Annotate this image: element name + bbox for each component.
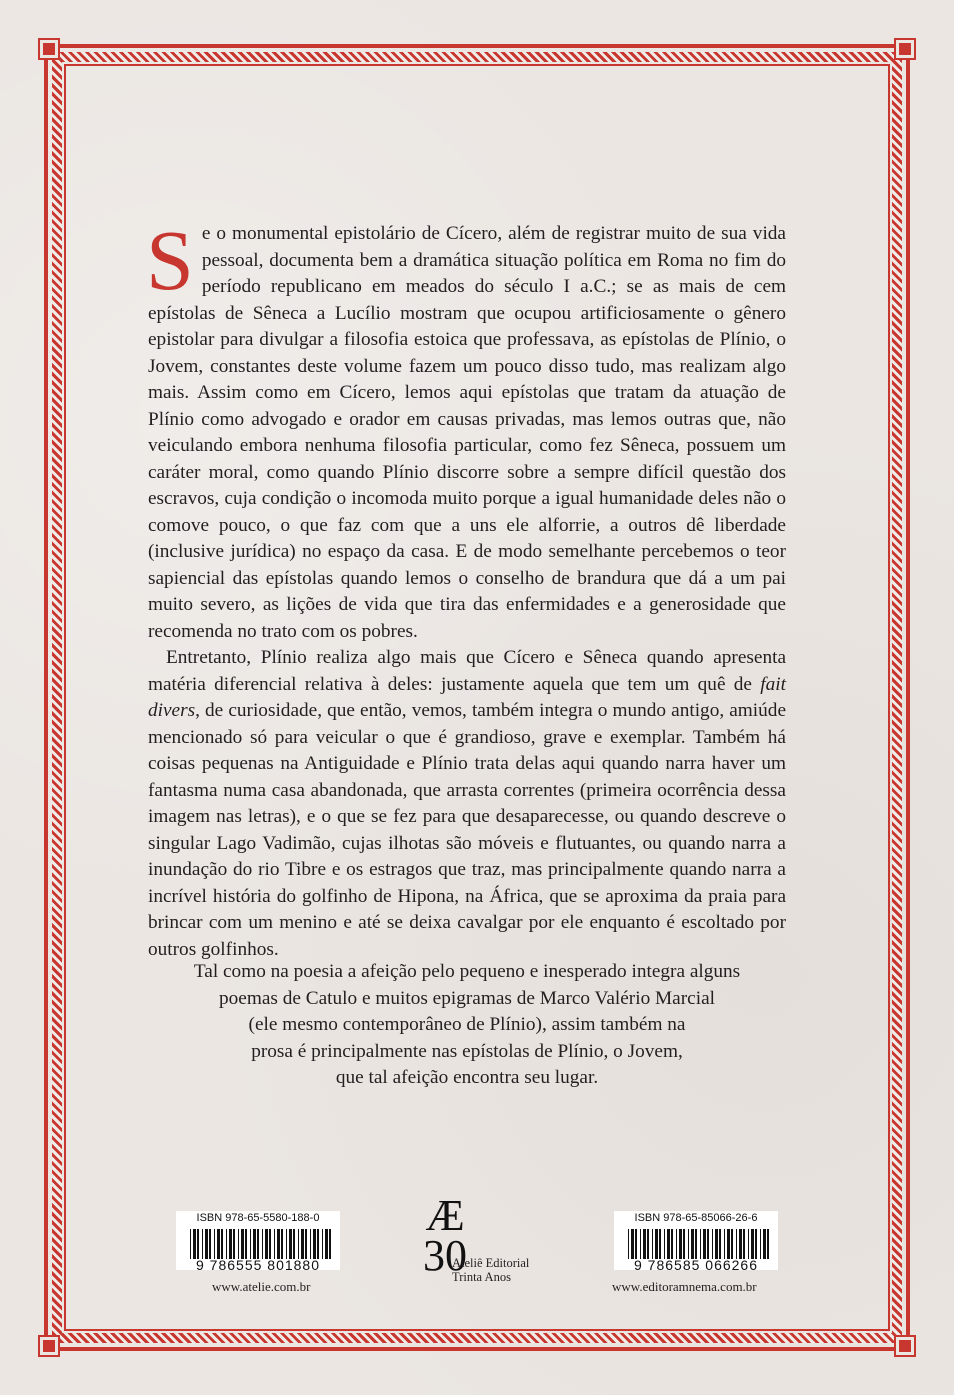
barcode-bar <box>679 1229 682 1259</box>
barcode-bar <box>205 1229 208 1259</box>
paragraph-1 <box>146 212 786 645</box>
barcode-bar <box>707 1229 709 1259</box>
closing-line: prosa é principalmente nas epístolas de Plínio, o Jovem, <box>251 1040 683 1062</box>
logo-text <box>452 1256 529 1284</box>
barcode-bar <box>715 1229 718 1259</box>
isbn-right: ISBN 978-65-85066-26-6 <box>634 1212 758 1224</box>
frame-corner-ornament <box>40 1337 58 1355</box>
barcode-bar <box>253 1229 256 1259</box>
barcode-bar <box>197 1229 199 1259</box>
barcode-bar <box>659 1229 661 1259</box>
barcode-bar <box>700 1229 701 1259</box>
barcode-bar <box>731 1229 733 1259</box>
isbn-left: ISBN 978-65-5580-188-0 <box>196 1212 320 1224</box>
barcode-bar <box>241 1229 244 1259</box>
paragraph-2-italic: fait divers <box>148 673 786 721</box>
barcode-bar <box>190 1229 191 1259</box>
barcode-bar <box>277 1229 280 1259</box>
barcode-bar <box>712 1229 713 1259</box>
barcode-bar <box>329 1229 331 1259</box>
barcode-bar <box>226 1229 227 1259</box>
frame-corner-ornament <box>40 40 58 58</box>
barcode-bar <box>739 1229 742 1259</box>
ean-left: 9 786555 801880 <box>196 1257 320 1273</box>
barcode-bar <box>214 1229 215 1259</box>
barcode-bar <box>760 1229 761 1259</box>
paragraph-1-text: e o monumental epistolário de Cícero, além de registrar muito de sua vida pessoal, documenta bem a dramática situação política em Roma no fim do período republicano em meados do século I a.C.; se as mais de cem epístolas de Sêneca a Lucílio mostram que ocupou artificiosamente o gênero epistolar para divulgar a filosofia estoica que professava, as epístolas de Plínio, o Jovem, constantes deste volume fazem um pouco disso tudo, mas realizam algo mais. Assim como em Cícero, lemos aqui epístolas que tratam da atuação de Plínio como advogado e orador em causas privadas, mas lemos outras que, não veiculando embora nenhuma filosofia particular, como fez Sêneca, possuem um caráter moral, como quando Plínio discorre sobre a sempre difícil questão dos escravos, cuja condição o incomoda muito porque a igual humanidade deles não o comove pouco, o que faz com que a uns ele alforrie, a outros dê liberdade (inclusive jurídica) no espaço da casa. E de modo semelhante percebemos o teor sapiencial das epístolas quando lemos o conselho de brandura que dá a um pai muito severo, as lições de vida que tira das enfermidades e a generosidade que recomenda no trato com os pobres. <box>148 223 786 642</box>
frame-corner-ornament <box>896 40 914 58</box>
barcode-bar <box>310 1229 311 1259</box>
barcode-bar <box>703 1229 706 1259</box>
barcode-bar <box>763 1229 766 1259</box>
barcode-bar <box>724 1229 725 1259</box>
barcode-bar <box>193 1229 196 1259</box>
barcode-bar <box>628 1229 629 1259</box>
drop-cap: S <box>146 212 194 308</box>
barcode-bar <box>265 1229 268 1259</box>
barcode-left <box>176 1211 340 1273</box>
barcode-bar <box>635 1229 637 1259</box>
barcode-bar <box>652 1229 653 1259</box>
paragraph-2-text-b: , de curiosidade, que então, vemos, também integra o mundo antigo, amiúde mencionado só para veicular o que é grandioso, grave e exemplar. Também há coisas pequenas na Antiguidade e Plínio trata delas aqui quando narra haver um fantasma numa casa abandonada, que arrasta correntes (primeira ocorrência dessa imagem nas letras), e o que se fez para que desaparecesse, ou quando descreve o singular Lago Vadimão, cujas ilhotas são móveis e flutuantes, ou quando narra a inundação do rio Tibre e os estragos que traz, mas principalmente quando narra a incrível história do golfinho de Hipona, na África, que se aproxima da praia para brincar com um menino e até se deixa cavalgar por ele enquanto é escoltado por outros golfinhos. <box>148 700 786 960</box>
barcode-bar <box>683 1229 685 1259</box>
barcode-bar <box>719 1229 721 1259</box>
barcode-bar <box>233 1229 235 1259</box>
publisher-url-left: www.atelie.com.br <box>212 1279 311 1294</box>
barcode-bar <box>269 1229 271 1259</box>
barcode-bar <box>274 1229 275 1259</box>
logo-30: 30 <box>423 1231 467 1280</box>
closing-line: (ele mesmo contemporâneo de Plínio), assim também na <box>248 1014 686 1035</box>
barcode-bar <box>286 1229 287 1259</box>
logo-ae: Æ <box>425 1191 465 1240</box>
logo-line-2: Trinta Anos <box>452 1270 511 1284</box>
paragraph-2-text-a: Entretanto, Plínio realiza algo mais que Cícero e Sêneca quando apresenta matéria diferencial relativa à deles: justamente aquela que tem um quê de <box>148 647 786 695</box>
barcode-bars-left <box>190 1229 332 1259</box>
barcode-bar <box>736 1229 737 1259</box>
closing-line: que tal afeição encontra seu lugar. <box>335 1067 599 1088</box>
barcode-bar <box>631 1229 634 1259</box>
barcode-bar <box>655 1229 658 1259</box>
closing-line: poemas de Catulo e muitos epigramas de Marco Valério Marcial <box>219 987 715 1009</box>
barcode-bar <box>313 1229 316 1259</box>
barcode-bar <box>767 1229 769 1259</box>
barcode-bar <box>751 1229 754 1259</box>
barcode-bar <box>229 1229 232 1259</box>
barcode-bar <box>667 1229 670 1259</box>
barcode-bar <box>257 1229 259 1259</box>
barcode-bar <box>748 1229 749 1259</box>
barcode-bar <box>202 1229 203 1259</box>
barcode-bar <box>640 1229 641 1259</box>
barcode-bar <box>695 1229 697 1259</box>
barcode-bar <box>238 1229 239 1259</box>
barcode-bar <box>298 1229 299 1259</box>
publisher-logo <box>420 1191 540 1284</box>
barcode-bar <box>250 1229 251 1259</box>
barcode-bar <box>301 1229 304 1259</box>
barcode-right <box>614 1211 778 1273</box>
barcode-bar <box>325 1229 328 1259</box>
publisher-url-right: www.editoramnema.com.br <box>612 1279 757 1294</box>
barcode-bar <box>676 1229 677 1259</box>
barcode-bar <box>643 1229 646 1259</box>
barcode-bar <box>289 1229 292 1259</box>
ean-right: 9 786585 066266 <box>634 1257 758 1273</box>
barcode-bar <box>691 1229 694 1259</box>
barcode-bar <box>755 1229 757 1259</box>
barcode-bar <box>262 1229 263 1259</box>
barcode-bar <box>217 1229 220 1259</box>
closing-paragraph <box>148 959 786 1092</box>
frame-corner-ornament <box>896 1337 914 1355</box>
barcode-bar <box>305 1229 307 1259</box>
barcode-bar <box>293 1229 295 1259</box>
barcode-bar <box>743 1229 745 1259</box>
paragraph-2 <box>148 645 786 963</box>
barcode-bar <box>221 1229 223 1259</box>
barcode-bar <box>281 1229 283 1259</box>
logo-line-1: Ateliê Editorial <box>452 1256 530 1270</box>
barcode-bar <box>671 1229 673 1259</box>
barcode-bar <box>664 1229 665 1259</box>
barcode-bar <box>209 1229 211 1259</box>
barcode-bar <box>727 1229 730 1259</box>
barcode-bar <box>688 1229 689 1259</box>
closing-line: Tal como na poesia a afeição pelo pequeno e inesperado integra alguns <box>193 961 741 982</box>
barcode-bar <box>317 1229 319 1259</box>
barcode-bar <box>245 1229 247 1259</box>
barcode-bar <box>322 1229 323 1259</box>
barcode-bars-right <box>628 1229 770 1259</box>
barcode-bar <box>647 1229 649 1259</box>
blurb-text <box>146 212 786 963</box>
